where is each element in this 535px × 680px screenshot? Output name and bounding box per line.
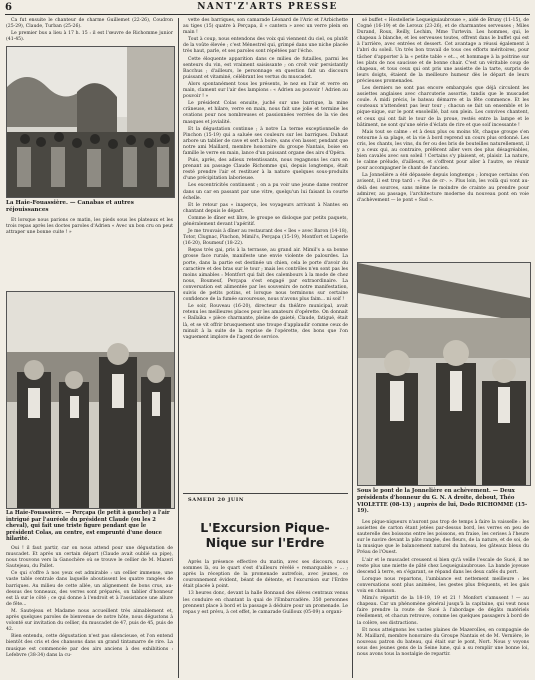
- paragraph: Les derniers ne sont pas encore embarqués que déjà circulent les assiettes anglaises avec charcuterie assortie, tandis que le muscadet coule. À midi précis, le bateau démarre et la fête commence. Et les couteaux n'attendent pas leur tour ; chacun se fait un ensemble et le pique-nique, sur le pont ensoleillé, bat son plein. Les convives chantent, et ceux qui ont fait le tour de la proue, restés entre la lampe et le bâtiment, ne sont qu'une série d'éclats de rire et que soif incessante !: [357, 86, 529, 128]
- paragraph: Les pique-niqueurs n'auront pas trop de temps à faire la vaisselle : les assiettes de carton étant jetées par-dessus bord, les verres en peu de sauterelle des boissons entre les poissons, en fraise, les cerises à l'heure sur le navire devant la pâte rangée, des fleurs, de la nature, et de soi, de la musique que le balancement naturel du bateau, les gâteaux bleus du Préau de l'Ouest.: [357, 520, 529, 556]
- paragraph: Mais tout se calme : et à deux plus ou moins tôt, chaque groupe s'en retourne à sa plage, et la vie à bord reprend un cours plus ordonné. Les cris, les chants, les vins, du fer ou des bris de bouteilles naturellement, il y a ceux qui, au contraire, préfèrent aller vers des plus désagréables, bien cavalés avec son soleil ! Certains s'y plaisent, et, plaisir. La nature, le calme prélude, d'ailleurs, et s'offrent pour aller à l'autre, se réunir pour accompagner le chant de l'ancien.: [357, 129, 529, 172]
- paragraph: Ce qui s'offre à nos yeux est admirable : un cellier immense, une vaste table centrale dans laquelle aboutissent les quatre rangées de barriques. Au milieu de cette allée, un alignement de bons crus, au-dessus des tonneaux, des verres sont préparés, on tablier d'honneur est là sur le côté ; ce qui donne à l'endroit et à l'assistance une allure de fête...: [6, 571, 173, 607]
- photo-caption: La Haie-Fouassière. — Canabas et autres réjouissances: [6, 200, 134, 214]
- page-number: 6: [5, 2, 12, 13]
- paragraph: 13 heures donc, devant la halle Bonnaud des élèves centraux venus les conduire en chantant la quai de l'Embarcadère. 350 personnes prennent place à bord et la passage à déduire pour un promenade. Le repas y est prévu, à cet effet, le camarade Guilloux (05-09) a organi-: [183, 591, 348, 615]
- paragraph: Et le retour pas « inaperçu, les voyageurs arrivant à Nantes en chantant depuis le départ.: [183, 202, 348, 214]
- paragraph: Après la présence effective du matin, avec ses discours, nous sommes là, ou le quart s'est d'ailleurs révélé « remarquable » ... ; après la réception de la promenade autrefois, avec jeunes, ce couronnement évident, béant de détente, et l'excursion sur l'Erdre était placée à point.: [183, 560, 348, 590]
- section-divider: [183, 493, 348, 494]
- newspaper-title: NANT'Z'ARTS PRESSE: [197, 2, 338, 12]
- paragraph: Et nous atteignons les vastes plaines de Mazerolles, en compagnie de M. Maillard, membre honoraire du Groupe Nantais et de M. Vernière, le nouveau patron du bateau, qui était sur le pont, Nort. Nous y voyons sous des jeunes gens de la Seine lune, qui a su remplir une bonne loi, nous avons tous la nostalgie de repartir.: [357, 627, 529, 657]
- paragraph: Oui ! il faut partir, car on nous attend pour une dégustation de muscadet. Et après un certain départ (Claude avait oublié sa pipe), nous trouvons vers la Ganochère où se trouve le cellier de M. Mazeri Sautejeau, du Pallet.: [6, 546, 173, 570]
- paragraph: Le premier bus a lieu à 17 h. 15 : il est l'œuvre de Richomme junior (41-45).: [6, 31, 173, 43]
- paragraph: La Jonnelière a été dépassée depuis longtemps ; lorsque certains s'en avisent, il est trop tard : « Pas de cr-. ». Plus loin, les voilà qui vont au-delà des sources, sans même le moindre de crainte au prendre pour admirer, au passage, l'architecture moderne du nouveau pont en voie d'achèvement — le pont « Sud ».: [357, 173, 529, 203]
- paragraph: Cette éloquente apparition dans ce milieu de futailles, parmi les senteurs du vin, est vraiment saisissante ; on croit voir persistantly Bacchus ; d'ailleurs, le personnage en question fait un discours puissant et vitaminé, célébrant les vertus du muscadet.: [183, 56, 348, 80]
- photo-crowd-outdoor: [6, 46, 175, 198]
- col3-bottom-text: [357, 520, 529, 659]
- paragraph: L'air et le muscadet creusent si bien qu'à veille l'escale de Sucé, il ne reste plus une miette de pâté chez Lequeiguiaubrouse. La bande joyeuse descend à terre, en s'égarant, se répand dans les deux cafés du port.: [357, 557, 529, 575]
- paragraph: Tout à coup, nous entendons des voix qui viennent du ciel, ou plutôt de la voûte élevée ; c'est Ménestrel qui, grimpé dans une niche placée très haut, parle, et ses paroles sont répétées par l'écho.: [183, 37, 348, 55]
- paragraph: Puis, après, des adieux retentissants, nous regagnons les cars en prenant au passage Claude Richomme qui, depuis longtemps, était resté prendre l'air et restituer à la nature quelques sous-produits d'une précipitation laborieuse.: [183, 158, 348, 182]
- paragraph: Mimi's répartit de la 18-19, 19 et 21 ! Monfort s'amusent ! — au chapeau. Car un phénomène général jusqu'à la capitaine, qui veut nous faire prendre la route de Sucé à l'abordage de dégâts matériels réellement, et chacun retrouve, comme les quelques passagers à bord de la colère, ses distractions.: [357, 596, 529, 626]
- paragraph: Le soir, Rouveau (16-20), directeur du théâtre municipal, avait retenu les meilleures places pour les amateurs d'opérette. On donnait « Baïlaïka » pièce charmante, pleine de gaieté, Claude, fatigué, était là, et se vit offrir brusquement une troupe d'applaudir comme ceux de minuit à la suite de la reprise de l'opérette, des bons que l'on vaguement implore de l'agent de service.: [183, 304, 348, 340]
- col2-text: [183, 18, 348, 342]
- col1-bottom-text: [6, 546, 173, 660]
- paragraph: Je me trouvais à dîner au restaurant des « îles » avec Baron (14-18), Totor, Clugnac, Pinchon, Mimil's, Perçapa (15-19), Montfort et Laperle (16-20), Boumeuf (18-22).: [183, 229, 348, 247]
- photo-boat-passengers: [357, 262, 531, 486]
- col1-mid-text: [6, 218, 173, 237]
- section-date: SAMEDI 20 JUIN: [188, 497, 244, 503]
- paragraph: Ca fut ensuite le chanteur de charme Guillemet (22-26), Coudron (25-29), Claude, Turban (25-26).: [6, 18, 173, 30]
- paragraph: Les excentricités continuent ; on a pu voir une jeune dame rentrer dans un car en passant par une vitre, quelqu'un lui faisant la courte échelle.: [183, 183, 348, 201]
- paragraph: Bien entendu, cette dégustation n'est pas silencieuse, et l'on entend bientôt des cris et des chansons dans un grand tintamarre de rire. La musique est commencée par des airs anciens à des exhibitions : Lefebvre (38-34) dans la cu-: [6, 634, 173, 658]
- paragraph: Et lorsque nous parions ce matin, les pieds sous les plateaux et les trois repas après les doctes paroles d'Adrien « Avec un bon cru on peut attraper une bonne cuite ! »: [6, 218, 173, 236]
- paragraph: Et la dégustation continue ; à notre La terme exceptionnelle de Pinchon (15-19) qui a saluée ses couleurs sur les barriques. Duhaut arbore un tablier de cave et sert à boire, sans s'en lasser, pendant que notre ami Maillard, membre honoraire du groupe Nantais, boise en famille le verre en main, lance d'un puissant organe des airs d'Opéra.: [183, 126, 348, 156]
- col3-top-text: [357, 18, 529, 205]
- paragraph: Repas très gai, pris à la terrasse, au grand air. Mimil's a sa bonne grosse face rurale, manifeste une envie violente de palourdes. La porte, dans la partie est destinée un chien, cela le porte d'avoir du caractère et des bras sur le tour ; mais les contrôles n'en sont pas les moins aimables : Montfort qui fait des calembours à la mode de chez nous, Boumeuf, Perçapa s'est engagé par extraordinaire. La conversation est alimentée par les souvenirs de notre manifestation, suivis de petits potins, et lorsque nous terminons sur certaine confidence de la fumée savoureuse, nous n'avons plus faim... ni soif !: [183, 248, 348, 303]
- photo-group-men: [6, 291, 175, 509]
- article-headline: L'Excursion Pique-Nique sur l'Erdre: [200, 520, 330, 550]
- column-divider-left: [178, 18, 179, 678]
- col2-bottom-text: [183, 560, 348, 617]
- paragraph: Alors spontanément tous les présents, le nez en l'air et verre en main, clament sur l'air des lampions : « Adrien au pouvoir ! Adrien au pouvoir ! »: [183, 81, 348, 100]
- paragraph: Lorsque nous repartons, l'ambiance est nettement meilleure : les conversations sont plus animées, les gestes plus fréquents, et les gais voix en chanson.: [357, 576, 529, 595]
- paragraph: vette des barriques, son camarade Léonard de l'Aric et l'Arbichette au tiges (15) quatre à Perçapa, il « cantera » avec un verre plein en main !: [183, 18, 348, 36]
- col1-top-text: [6, 18, 173, 44]
- column-divider-right: [352, 18, 353, 678]
- photo-caption: Sous le pont de la Jonnelière en achèvement. — Deux présidents d'honneur du G. N. A droite, debout, Théo VIOLETTE (08-13) ; auprès de lui, Dodo RICHOMME (15-19).: [357, 488, 528, 515]
- header-rule: [5, 14, 530, 15]
- paragraph: Comme le dîner est libre, le groupe se disloque par petits paquets, généralement devant l'apéritif.: [183, 215, 348, 227]
- page-header: [0, 0, 535, 14]
- paragraph: sé buffet « Hostellerie Lequeiguiaubrouse », aidé de Bruny (11-15), de Cogné (16-19) et de Leroux (23-26), et de charmantes serveuses ; Miles Durand, Roux, Reilly, Lechim, Mme Turtevin. Les hommes, qui, le chapeau à blanche, et les serveuses toutes, offrent dans le buffet qui est à l'arrière, avec entrées et dessert. Cet avantage a réussi également à l'abri du soleil. Un très bon travail de tous ces efforts méritoires, pour tâcher d'apporter à la « petite table » et..., et hommage à la poitrine sur les plats de nos saucisse et de bonne chair. C'est un véritable coup de chapeau, et tous ceux qui ont pris une assiette de la tarte, surpris de leurs doigts, étaient de la meilleure humeur dès le départ de leurs précieuses promenades.: [357, 18, 529, 84]
- paragraph: M. Sautejeau et Madame nous accueillent très aimablement et, après quelques paroles de bienvenue de notre hôte, nous dégustons à volonté sur invitation du cellier, du muscadet de 47, puis de 45, puis de 42.: [6, 608, 173, 633]
- paragraph: Le président Colas ensuite, juché sur une barrique, la mine crâneuse, et hilare, verre en main, nous fait une jolie et termine les ovations pour nos nombreuses et passionnées verrées de la vie des masques et jovialité.: [183, 101, 348, 125]
- photo-caption: La Haie-Fouassière. — Perçapa (le petit à gauche) a l'air intrigué par l'auréole du président Claude (ou les 2 cheval), qui fait une triste figure pendant que le président Colas, au centre, est emprunté d'une douce hilarité.: [6, 510, 170, 543]
